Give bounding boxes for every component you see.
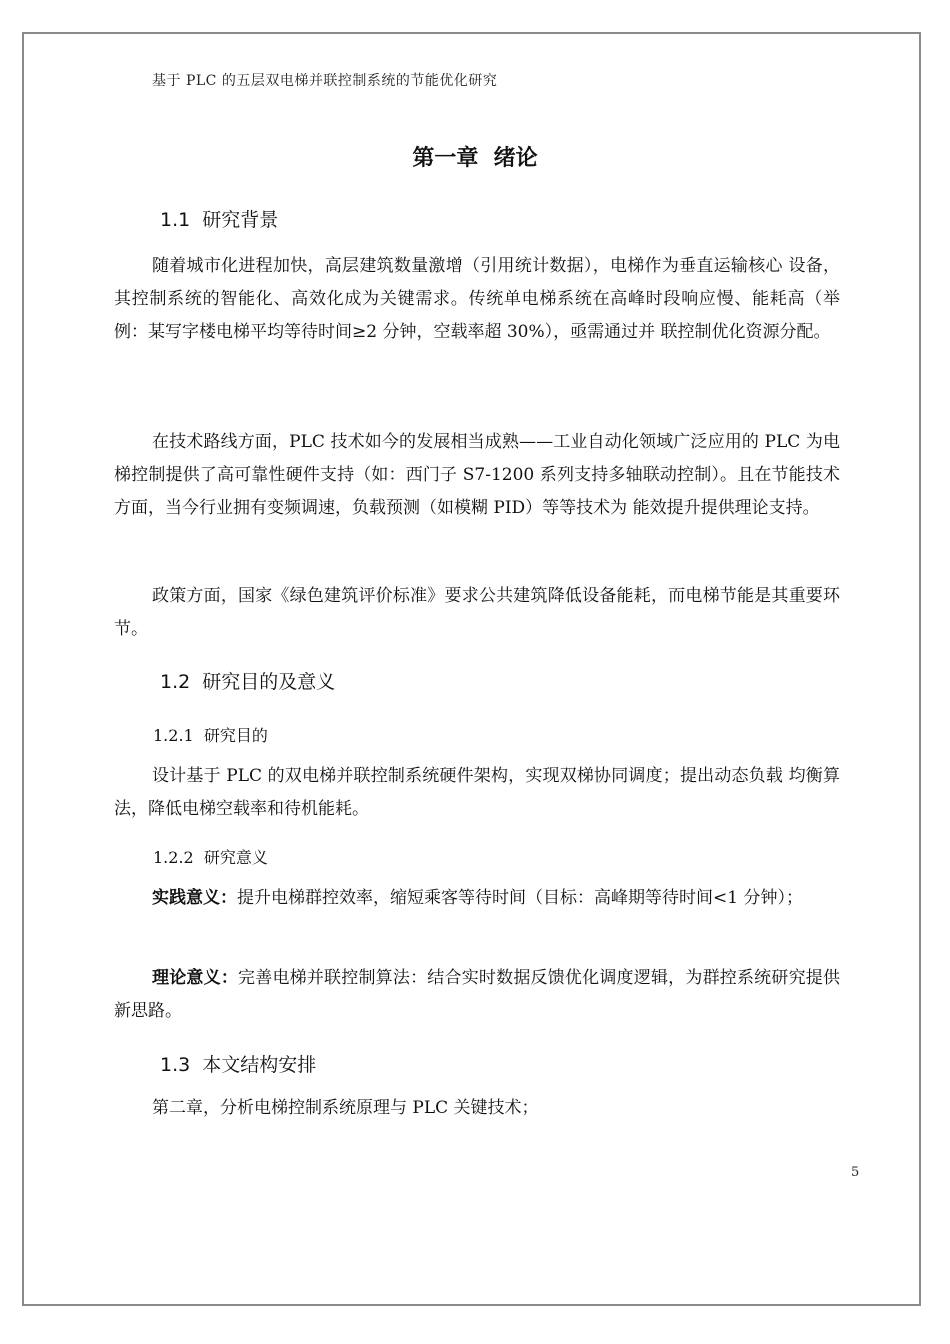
subsection-heading-1-2-2: 1.2.2 研究意义 [153, 848, 268, 867]
section-heading-1-3: 1.3 本文结构安排 [160, 1054, 317, 1076]
practical-significance-text: 提升电梯群控效率，缩短乘客等待时间（目标：高峰期等待时间<1 分钟）； [237, 888, 803, 908]
theory-significance-text: 完善电梯并联控制算法：结合实时数据反馈优化调度逻辑，为群控系统研究提供新思路。 [114, 968, 841, 1021]
theory-significance-paragraph [114, 962, 840, 1028]
background-paragraph-3: 政策方面，国家《绿色建筑评价标准》要求公共建筑降低设备能耗，而电梯节能是其重要环节。 [114, 586, 840, 639]
page-number: 5 [851, 1165, 860, 1180]
section-heading-1-1: 1.1 研究背景 [160, 209, 279, 231]
background-paragraph-2: 在技术路线方面，PLC 技术如今的发展相当成熟——工业自动化领域广泛应用的 PLC 为电梯控制提供了高可靠性硬件支持（如：西门子 S7-1200 系列支持多轴联动控制）。且在节能技术方面，当今行业拥有变频调速，负载预测（如模糊 PID）等等技术为 能效提升提供理论支持。 [114, 432, 840, 518]
practical-significance-label: 实践意义： [152, 888, 237, 908]
purpose-paragraph: 设计基于 PLC 的双电梯并联控制系统硬件架构，实现双梯协同调度；提出动态负载 均衡算法，降低电梯空载率和待机能耗。 [114, 766, 840, 819]
chapter-title: 第一章 绪论 [412, 146, 538, 171]
practical-significance-paragraph [114, 882, 840, 915]
theory-significance-label: 理论意义： [152, 968, 239, 988]
section-heading-1-2: 1.2 研究目的及意义 [160, 671, 336, 693]
subsection-heading-1-2-1: 1.2.1 研究目的 [153, 726, 268, 745]
background-paragraph-1: 随着城市化进程加快，高层建筑数量激增（引用统计数据），电梯作为垂直运输核心 设备，其控制系统的智能化、高效化成为关键需求。传统单电梯系统在高峰时段响应慢、能耗高（举例：某写字楼电梯平均等待时间≥2 分钟，空载率超 30%），亟需通过并 联控制优化资源分配。 [114, 256, 840, 342]
structure-paragraph-1: 第二章，分析电梯控制系统原理与 PLC 关键技术； [152, 1098, 539, 1118]
running-header: 基于 PLC 的五层双电梯并联控制系统的节能优化研究 [152, 73, 498, 89]
